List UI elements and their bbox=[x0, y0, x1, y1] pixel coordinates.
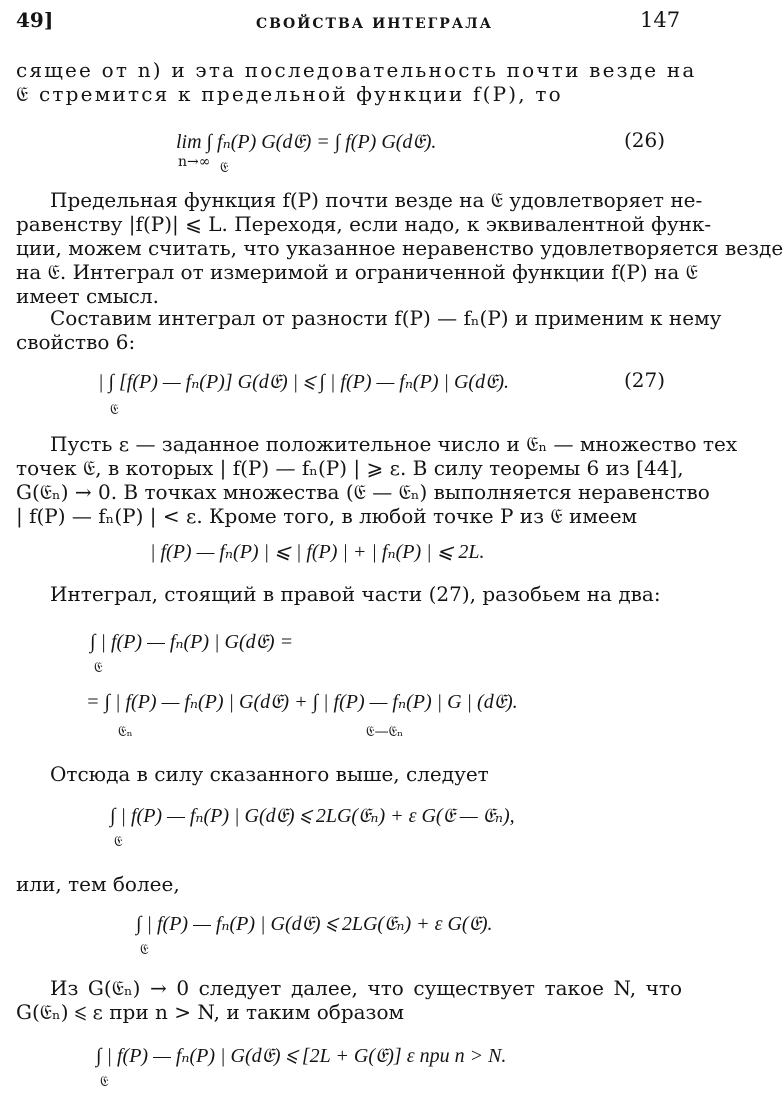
text-line-content: Составим интеграл от разности f(P) — fₙ(P) и применим к нему bbox=[50, 306, 722, 330]
text-line bbox=[50, 188, 703, 212]
split-equation-line-1: ∫ | f(P) — fₙ(P) | G(d𝔈) = bbox=[90, 631, 294, 653]
text-line: имеет смысл. bbox=[16, 284, 159, 308]
text-line bbox=[50, 432, 738, 456]
equation-26: lim ∫ fₙ(P) G(d𝔈) = ∫ f(P) G(d𝔈). bbox=[176, 131, 437, 153]
integral-domain: 𝔈 bbox=[94, 660, 103, 676]
equation-number-27: (27) bbox=[624, 368, 666, 392]
running-title: СВОЙСТВА ИНТЕГРАЛА bbox=[256, 16, 493, 32]
text-line: или, тем более, bbox=[16, 872, 180, 896]
integral-domain: 𝔈 bbox=[114, 834, 123, 850]
text-line-content: Пусть ε — заданное положительное число и 𝔈ₙ — множество тех bbox=[50, 432, 738, 456]
estimate-equation-2: ∫ | f(P) — fₙ(P) | G(d𝔈) ⩽ 2LG(𝔈ₙ) + ε G(𝔈). bbox=[136, 913, 493, 935]
text-line bbox=[16, 212, 712, 236]
limit-subscript: n→∞ bbox=[178, 154, 211, 170]
equation-27: | ∫ [f(P) — fₙ(P)] G(d𝔈) | ⩽ ∫ | f(P) — fₙ(P) | G(d𝔈). bbox=[98, 371, 509, 393]
integral-domain: 𝔈 bbox=[140, 942, 149, 958]
text-line: сящее от n) и эта последовательность почти везде на bbox=[16, 58, 697, 82]
text-line: Интеграл, стоящий в правой части (27), разобьем на два: bbox=[50, 582, 661, 606]
estimate-equation-1: ∫ | f(P) — fₙ(P) | G(d𝔈) ⩽ 2LG(𝔈ₙ) + ε G(𝔈 — 𝔈ₙ), bbox=[110, 805, 515, 827]
text-line-content: точек 𝔈, в которых | f(P) — fₙ(P) | ⩾ ε. В силу теоремы 6 из [44], bbox=[16, 456, 684, 480]
text-line bbox=[16, 456, 682, 480]
integral-domain: 𝔈 bbox=[220, 160, 229, 176]
text-line-content: Из G(𝔈ₙ) → 0 следует далее, что существует такое N, что bbox=[50, 976, 682, 1000]
text-line: | f(P) — fₙ(P) | < ε. Кроме того, в любой точке P из 𝔈 имеем bbox=[16, 504, 638, 528]
text-line-content: на 𝔈. Интеграл от измеримой и ограниченной функции f(P) на 𝔈 bbox=[16, 260, 698, 284]
text-line: Отсюда в силу сказанного выше, следует bbox=[50, 762, 489, 786]
final-equation: ∫ | f(P) — fₙ(P) | G(d𝔈) ⩽ [2L + G(𝔈)] ε при n > N. bbox=[96, 1045, 507, 1067]
bound-equation: | f(P) — fₙ(P) | ⩽ | f(P) | + | fₙ(P) | ⩽ 2L. bbox=[150, 541, 485, 563]
text-line-content: G(𝔈ₙ) → 0. В точках множества (𝔈 — 𝔈ₙ) выполняется неравенство bbox=[16, 480, 710, 504]
integral-domain: 𝔈ₙ bbox=[118, 724, 133, 740]
integral-domain: 𝔈 bbox=[100, 1074, 109, 1090]
text-line bbox=[16, 480, 710, 504]
section-number: 49] bbox=[16, 8, 54, 32]
text-line-content: Предельная функция f(P) почти везде на 𝔈 удовлетворяет не- bbox=[50, 188, 703, 212]
text-line-content: равенству |f(P)| ⩽ L. Переходя, если надо, к эквивалентной функ- bbox=[16, 212, 712, 236]
text-line bbox=[16, 236, 783, 260]
split-equation-line-2: = ∫ | f(P) — fₙ(P) | G(d𝔈) + ∫ | f(P) — fₙ(P) | G | (d𝔈). bbox=[86, 691, 518, 713]
integral-domain: 𝔈 bbox=[110, 402, 119, 418]
page-number: 147 bbox=[640, 8, 681, 32]
text-line bbox=[50, 306, 722, 330]
text-line bbox=[16, 260, 698, 284]
text-line: G(𝔈ₙ) ⩽ ε при n > N, и таким образом bbox=[16, 1000, 405, 1024]
text-line: 𝔈 стремится к предельной функции f(P), то bbox=[16, 82, 563, 106]
text-line: свойство 6: bbox=[16, 330, 136, 354]
text-line bbox=[50, 976, 682, 1000]
integral-domain: 𝔈—𝔈ₙ bbox=[366, 724, 404, 740]
equation-number-26: (26) bbox=[624, 128, 666, 152]
text-line-content: ции, можем считать, что указанное неравенство удовлетворяется везде bbox=[16, 236, 783, 260]
